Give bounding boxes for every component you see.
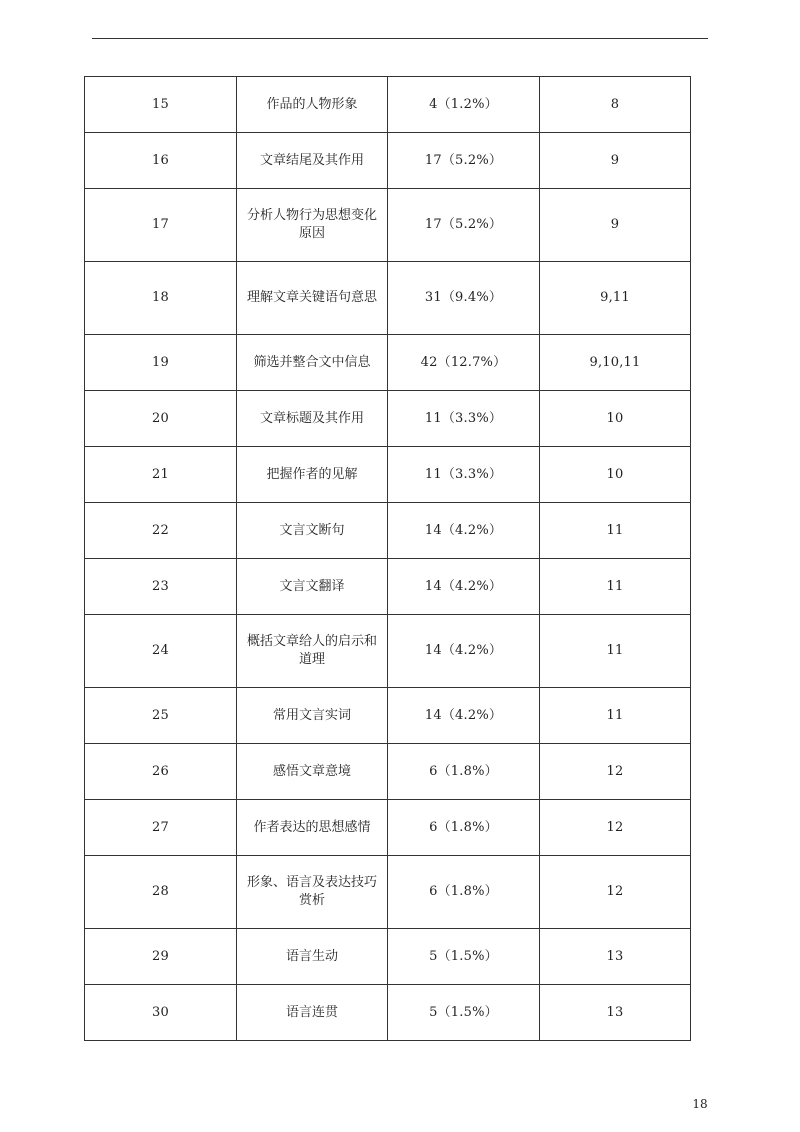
question-number-cell: 11 [540,503,691,559]
table-row [85,189,691,262]
table-row [85,800,691,856]
row-number-cell: 16 [85,133,237,189]
count-percentage-cell: 17（5.2%） [388,133,540,189]
table-row [85,929,691,985]
row-number-cell: 17 [85,189,237,262]
table-row [85,856,691,929]
count-percentage-cell: 6（1.8%） [388,856,540,929]
row-number-cell: 21 [85,447,237,503]
question-number-cell: 12 [540,744,691,800]
count-percentage-cell: 4（1.2%） [388,77,540,133]
header-rule [92,38,708,39]
question-number-cell: 9 [540,133,691,189]
table-row [85,391,691,447]
row-number-cell: 22 [85,503,237,559]
knowledge-point-cell: 作者表达的思想感情 [237,800,388,856]
knowledge-point-cell: 筛选并整合文中信息 [237,335,388,391]
question-number-cell: 9,11 [540,262,691,335]
knowledge-point-cell: 感悟文章意境 [237,744,388,800]
row-number-cell: 23 [85,559,237,615]
knowledge-point-cell: 分析人物行为思想变化原因 [237,189,388,262]
question-number-cell: 9 [540,189,691,262]
knowledge-point-cell: 语言连贯 [237,985,388,1041]
question-number-cell: 9,10,11 [540,335,691,391]
row-number-cell: 25 [85,688,237,744]
question-number-cell: 13 [540,929,691,985]
count-percentage-cell: 42（12.7%） [388,335,540,391]
count-percentage-cell: 14（4.2%） [388,559,540,615]
row-number-cell: 19 [85,335,237,391]
row-number-cell: 26 [85,744,237,800]
table-row [85,133,691,189]
knowledge-point-cell: 形象、语言及表达技巧赏析 [237,856,388,929]
count-percentage-cell: 11（3.3%） [388,391,540,447]
count-percentage-cell: 6（1.8%） [388,800,540,856]
question-number-cell: 11 [540,615,691,688]
row-number-cell: 18 [85,262,237,335]
knowledge-point-cell: 理解文章关键语句意思 [237,262,388,335]
question-number-cell: 10 [540,391,691,447]
knowledge-point-cell: 常用文言实词 [237,688,388,744]
table-row [85,77,691,133]
knowledge-point-cell: 概括文章给人的启示和道理 [237,615,388,688]
table-row [85,615,691,688]
row-number-cell: 28 [85,856,237,929]
table-row [85,262,691,335]
table-row [85,744,691,800]
count-percentage-cell: 14（4.2%） [388,615,540,688]
count-percentage-cell: 14（4.2%） [388,688,540,744]
table-row [85,447,691,503]
question-number-cell: 8 [540,77,691,133]
question-number-cell: 11 [540,559,691,615]
row-number-cell: 24 [85,615,237,688]
knowledge-point-cell: 文言文翻译 [237,559,388,615]
question-number-cell: 12 [540,856,691,929]
knowledge-point-cell: 把握作者的见解 [237,447,388,503]
knowledge-point-cell: 文章结尾及其作用 [237,133,388,189]
question-number-cell: 11 [540,688,691,744]
knowledge-point-cell: 文言文断句 [237,503,388,559]
count-percentage-cell: 11（3.3%） [388,447,540,503]
count-percentage-cell: 17（5.2%） [388,189,540,262]
count-percentage-cell: 6（1.8%） [388,744,540,800]
knowledge-point-table [84,76,691,1041]
table-row [85,559,691,615]
row-number-cell: 29 [85,929,237,985]
table-row [85,335,691,391]
table-row [85,985,691,1041]
knowledge-point-cell: 语言生动 [237,929,388,985]
question-number-cell: 10 [540,447,691,503]
question-number-cell: 12 [540,800,691,856]
question-number-cell: 13 [540,985,691,1041]
row-number-cell: 27 [85,800,237,856]
row-number-cell: 30 [85,985,237,1041]
table-row [85,503,691,559]
knowledge-point-cell: 文章标题及其作用 [237,391,388,447]
knowledge-point-cell: 作品的人物形象 [237,77,388,133]
row-number-cell: 15 [85,77,237,133]
table-row [85,688,691,744]
page-number: 18 [692,1097,708,1111]
count-percentage-cell: 5（1.5%） [388,929,540,985]
table-body [85,77,691,1041]
count-percentage-cell: 14（4.2%） [388,503,540,559]
row-number-cell: 20 [85,391,237,447]
count-percentage-cell: 5（1.5%） [388,985,540,1041]
count-percentage-cell: 31（9.4%） [388,262,540,335]
